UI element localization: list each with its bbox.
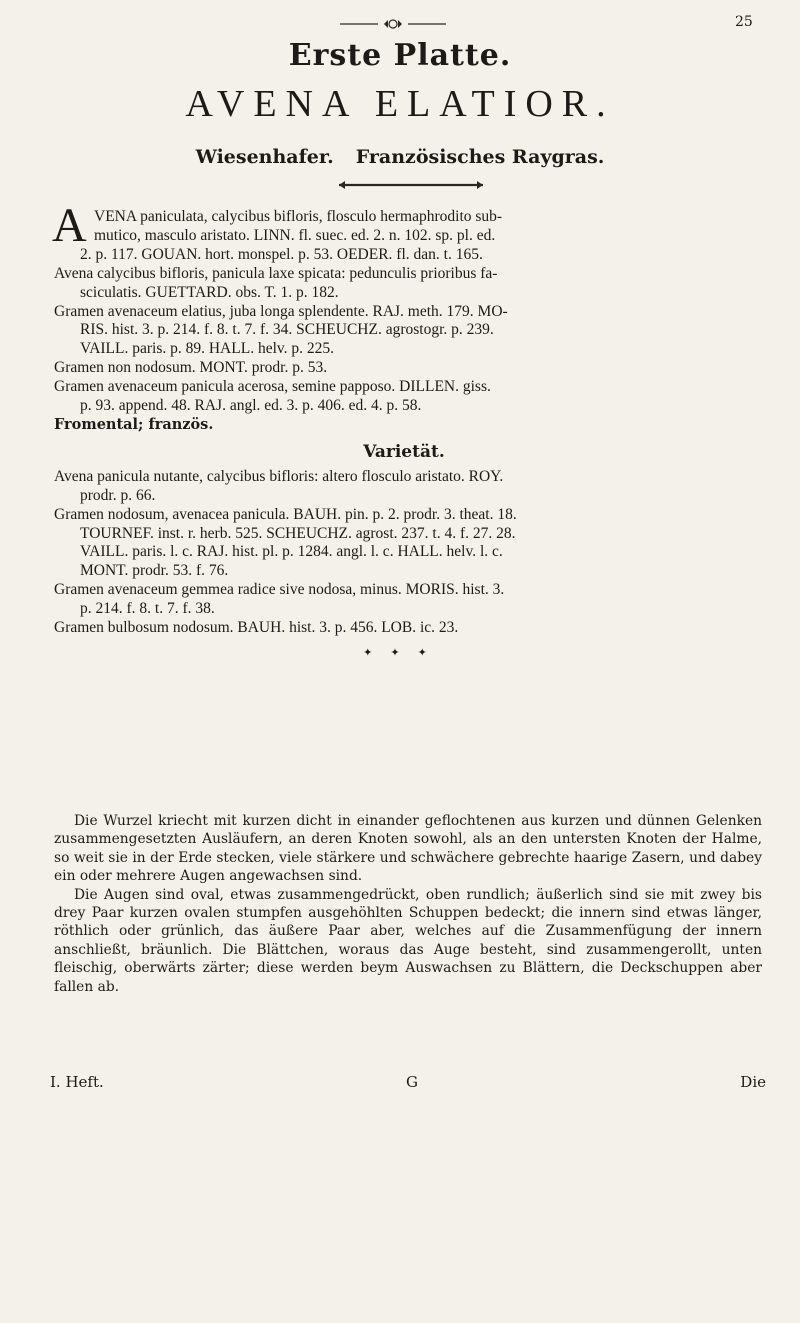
catchword: Die	[740, 1073, 766, 1091]
ornamental-rule	[337, 180, 485, 190]
french-name: Französisches Raygras.	[355, 146, 605, 168]
issue-label: I. Heft.	[50, 1073, 104, 1091]
variety-line: Avena panicula nutante, calycibus bifloris: altero flosculo aristato. ROY.	[54, 467, 504, 485]
variety-line: VAILL. paris. l. c. RAJ. hist. pl. p. 1284. angl. l. c. HALL. helv. l. c.	[80, 543, 503, 561]
synonym-line: VENA paniculata, calycibus bifloris, flosculo hermaphrodito sub-	[94, 208, 503, 225]
german-name: Wiesenhafer.	[195, 146, 334, 168]
drop-cap: A	[52, 199, 87, 252]
header-ornament	[338, 18, 448, 30]
synonym-line: mutico, masculo aristato. LINN. fl. suec. ed. 2. n. 102. sp. pl. ed.	[94, 226, 496, 244]
variety-heading: Varietät.	[363, 441, 445, 462]
synonym-line: sciculatis. GUETTARD. obs. T. 1. p. 182.	[80, 283, 339, 301]
synonymy-first-lines	[52, 199, 754, 252]
synonym-line: VAILL. paris. p. 89. HALL. helv. p. 225.	[80, 340, 334, 358]
variety-line: p. 214. f. 8. t. 7. f. 38.	[80, 600, 215, 618]
plate-title: Erste Platte.	[288, 38, 512, 73]
variety-line: Gramen bulbosum nodosum. BAUH. hist. 3. p. 456. LOB. ic. 23.	[54, 619, 459, 637]
signature-mark: G	[406, 1073, 418, 1091]
synonym-line: Gramen non nodosum. MONT. prodr. p. 53.	[54, 359, 328, 377]
page-number: 25	[735, 14, 753, 30]
section-divider-ornament: ✦✦✦	[363, 646, 445, 659]
variety-line: Gramen nodosum, avenacea panicula. BAUH. pin. p. 2. prodr. 3. theat. 18.	[54, 505, 517, 523]
synonym-line: Avena calycibus bifloris, panicula laxe spicata: pedunculis prioribus fa-	[54, 264, 498, 282]
synonym-line: 2. p. 117. GOUAN. hort. monspel. p. 53. OEDER. fl. dan. t. 165.	[80, 245, 483, 263]
variety-line: prodr. p. 66.	[80, 486, 156, 504]
description-text	[54, 812, 762, 996]
synonym-line: Fromental; französ.	[54, 415, 214, 433]
synonym-line: Gramen avenaceum panicula acerosa, semine papposo. DILLEN. giss.	[54, 378, 491, 396]
synonym-line: RIS. hist. 3. p. 214. f. 8. t. 7. f. 34. SCHEUCHZ. agrostogr. p. 239.	[80, 321, 494, 339]
synonym-line: Gramen avenaceum elatius, juba longa splendente. RAJ. meth. 179. MO-	[54, 302, 508, 320]
variety-line: TOURNEF. inst. r. herb. 525. SCHEUCHZ. agrost. 237. t. 4. f. 27. 28.	[80, 524, 516, 542]
synonym-line: p. 93. append. 48. RAJ. angl. ed. 3. p. 406. ed. 4. p. 58.	[80, 397, 422, 415]
variety-line: Gramen avenaceum gemmea radice sive nodosa, minus. MORIS. hist. 3.	[54, 581, 505, 599]
synonymy-block	[52, 199, 754, 669]
variety-line: MONT. prodr. 53. f. 76.	[80, 562, 229, 580]
species-title: AVENA ELATIOR.	[185, 83, 615, 125]
description-paragraph: Die Augen sind oval, etwas zusammengedrückt, oben rundlich; äußerlich sind sie mit zwey bis drey Paar kurzen ovalen stumpfen ausgehöhlten Schuppen bedeckt; die innern sind etwas länger, röthlich oder grünlich, das äußere Paar aber, welches auf die Zusammenfügung der innern anschließt, bräunlich. Die Blättchen, woraus das Auge besteht, sind zusammengerollt, unten fleischig, oberwärts zärter; diese werden beym Auswachsen zu Blättern, die Deckschuppen aber fallen ab.	[54, 886, 762, 995]
vernacular-names	[0, 146, 800, 168]
description-paragraph: Die Wurzel kriecht mit kurzen dicht in einander geflochtenen aus kurzen und dünnen Gelenken zusammengesetzten Ausläufern, an deren Knoten sowohl, als an den untersten Knoten der Halme, so weit sie in der Erde stecken, viele stärkere und schwächere gebrechte haarige Zasern, und dabey ein oder mehrere Augen angewachsen sind.	[54, 813, 762, 885]
